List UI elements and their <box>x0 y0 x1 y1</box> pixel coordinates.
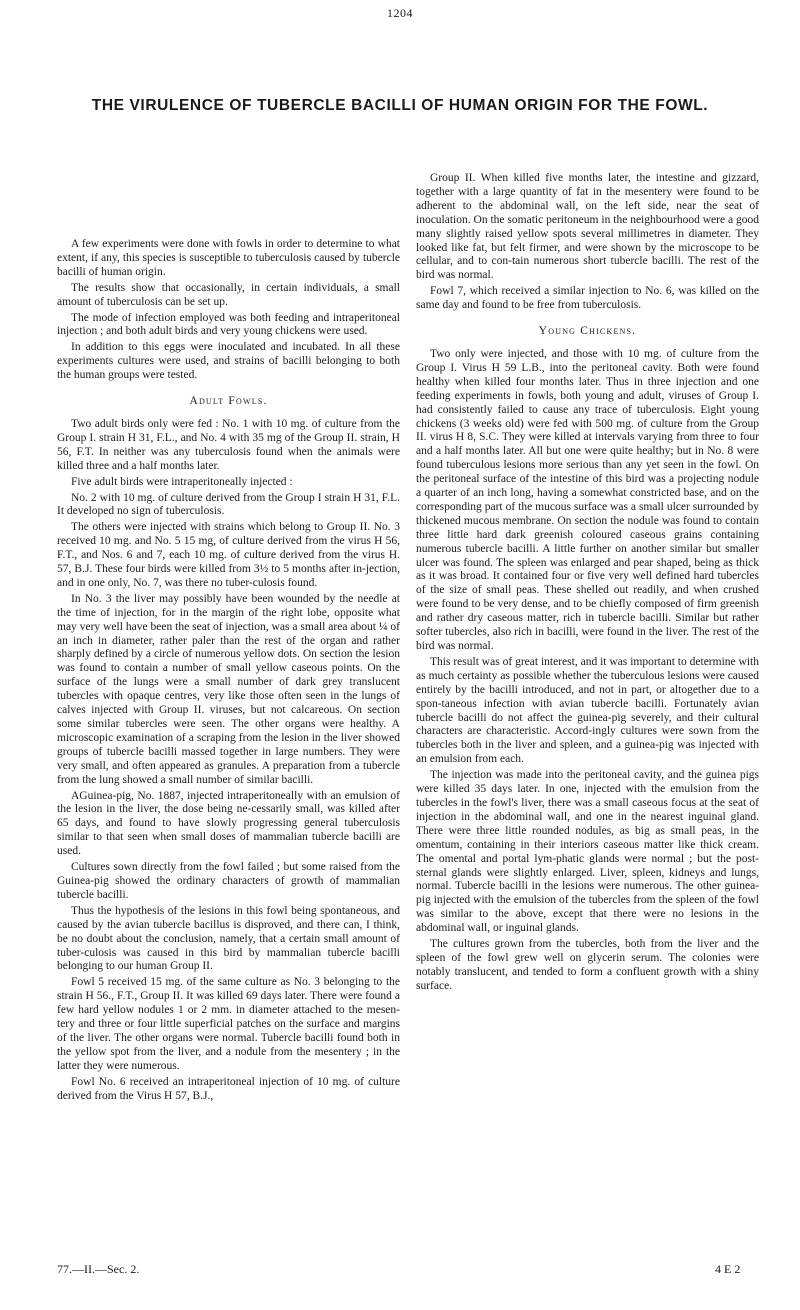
paragraph: No. 2 with 10 mg. of culture derived from the Group I strain H 31, F.L. It developed no sign of tuberculosis. <box>57 491 400 518</box>
paragraph: Fowl 7, which received a similar injection to No. 6, was killed on the same day and found to be free from tuberculosis. <box>416 285 759 312</box>
page-number: 1204 <box>387 6 413 20</box>
paragraph: Fowl 5 received 15 mg. of the same culture as No. 3 belonging to the strain H 56., F.T., Group II. It was killed 69 days later. There were found a few hard yellow nodules 1 or 2 mm. in diameter attached to the mesen-tery and three or four little superficial patches on the surface and margins of the liver. The other organs were normal. Tubercle bacilli found both in the yellow spot from the liver, and a nodule from the mesentery ; in the latter they were numerous. <box>57 976 400 1072</box>
paragraph: In addition to this eggs were inoculated and incubated. In all these experiments cultures were used, and strains of bacilli belonging to both the human groups were tested. <box>57 341 400 382</box>
paragraph: The injection was made into the peritoneal cavity, and the guinea pigs were killed 35 days later. In one, injected with the emulsion from the tubercles in the fowl's liver, there was a small caseous focus at the seat of injection in the abdominal wall, and one in the nearest inguinal gland. There were three little rounded nodules, as big as small peas, in the omentum, containing in their interiors caseous matter like thick cream. The omental and portal lym-phatic glands were normal ; but the post-sternal glands were slightly enlarged. Liver, spleen, kidneys and lungs, normal. Tubercle bacilli in the lesions were numerous. The other guinea-pig injected with the emulsion of the tubercles from the spleen of the fowl was similar to the above, except that there were no lesions in the abdominal wall, or inguinal glands. <box>416 769 759 935</box>
paragraph: Two adult birds only were fed : No. 1 with 10 mg. of culture from the Group I. strain H 31, F.L., and No. 4 with 35 mg of the Group II. strain, H 56, F.T. In neither was any tuberculosis found when the animals were killed three and a half months later. <box>57 417 400 472</box>
section-heading-young-chickens: Young Chickens. <box>538 325 637 338</box>
footer-signature-mark: 77.—II.—Sec. 2. <box>57 1262 140 1276</box>
paragraph: The mode of infection employed was both feeding and intraperitoneal injection ; and both adult birds and very young chickens were used. <box>57 311 400 338</box>
paragraph: In No. 3 the liver may possibly have been wounded by the needle at the time of injection, for in the margin of the right lobe, opposite what may very well have been the seat of injection, was a small area about ¼ of an inch in diameter, rather paler than the rest of the organ and rather sharply defined by a circle of numerous yellow dots. On section the lesion was found to contain a number of small yellow caseous points. On the surface of the lungs were a small number of dark grey translucent tubercles with opaque centres, very like those often seen in the lungs of calves injected with Group II. viruses, but not calcareous. On section some similar tubercles were seen. The other organs were healthy. A microscopic examination of a scraping from the lesion in the liver showed groups of tubercle bacilli massed together in large numbers. They were very small, and often appeared as granules. A preparation from a tubercle from the lung showed a small number of similar bacilli. <box>57 592 400 786</box>
page-title: THE VIRULENCE OF TUBERCLE BACILLI OF HUMAN ORIGIN FOR THE FOWL. <box>91 97 709 114</box>
paragraph: Fowl No. 6 received an intraperitoneal injection of 10 mg. of culture derived from the Virus H 57, B.J., <box>57 1075 400 1102</box>
paragraph: Two only were injected, and those with 10 mg. of culture from the Group I. Virus H 59 L.B., into the peritoneal cavity. Both were found healthy when killed four months later. Thus in three injection and one feeding experiments in fowls, both young and adult, viruses of Group I. had consistently failed to cause any trace of tuberculosis. Eight young chickens (3 weeks old) were fed with 500 mg. of culture from the Group II. virus H 8, S.C. They were killed at intervals varying from three to four and a half months later. All but one were quite healthy; but in No. 8 were found tuberculous lesions more serious than any yet seen in the fowl. On the peritoneal surface of the intestine of this bird was a projecting nodule a quarter of an inch long, having a somewhat constricted base, and on the corresponding part of the mucous surface was a small ulcer surrounded by thickened mucous membrane. On section the nodule was found to contain three little hard dark greenish coloured caseous grains containing numerous tubercle bacilli. A little further on another similar but smaller ulcer was found. The spleen was enlarged and pear shaped, being as thick as it was broad. It contained four or five very well defined hard tubercles of the size of small peas. These shelled out readily, and when crushed were found to be very dense, and to be chiefly composed of firm greenish and rather dry caseous matter, rich in tubercle bacilli. Similar but rather softer tubercles, also rich in bacilli, were found in the liver. The rest of the bird was normal. <box>416 347 759 652</box>
paragraph: The results show that occasionally, in certain individuals, a small amount of tuberculosis can be set up. <box>57 281 400 308</box>
footer-sheet-mark: 4 E 2 <box>715 1262 741 1276</box>
paragraph: This result was of great interest, and it was important to determine with as much certainty as possible whether the tuberculous lesions were caused entirely by the bacilli introduced, and not in part, or altogether due to a spon-taneous infection with avian tubercle bacilli. Fortunately avian tubercle bacilli do not affect the guinea-pig severely, and their cultural characters are characteristic. Accord-ingly cultures were sown from the tubercles both in the liver and spleen, and a guinea-pig was injected with an emulsion from each. <box>416 655 759 766</box>
paragraph: Five adult birds were intraperitoneally injected : <box>71 475 293 488</box>
paragraph: A few experiments were done with fowls in order to determine to what extent, if any, this species is susceptible to tuberculosis caused by tubercle bacilli of human origin. <box>57 238 400 278</box>
section-heading-adult-fowls: Adult Fowls. <box>189 395 268 408</box>
left-column <box>57 238 400 1105</box>
paragraph: The cultures grown from the tubercles, both from the liver and the spleen of the fowl grew well on glycerin serum. The colonies were notably translucent, and tended to form a confluent growth with a shiny surface. <box>416 938 759 992</box>
paragraph: Cultures sown directly from the fowl failed ; but some raised from the Guinea-pig showed the ordinary characters of growth of mammalian tubercle bacilli. <box>57 861 400 901</box>
paragraph: AGuinea-pig, No. 1887, injected intraperitoneally with an emulsion of the lesion in the liver, the dose being ne-cessarily small, was killed after 65 days, and found to have slowly progressing general tuberculosis similar to that seen when small doses of mammalian tubercle bacilli are used. <box>57 789 400 858</box>
paragraph: The others were injected with strains which belong to Group II. No. 3 received 10 mg. and No. 5 15 mg, of culture derived from the virus H 56, F.T., and Nos. 6 and 7, each 10 mg. of culture derived from the virus H. 57, B.J. These four birds were killed from 3½ to 5 months after in-jection, and in one only, No. 7, was there no tuber-culosis found. <box>57 521 400 589</box>
paragraph: Thus the hypothesis of the lesions in this fowl being spontaneous, and caused by the avian tubercle bacillus is disproved, and there can, I think, be no doubt about the conclusion, namely, that a certain small amount of tuber-culosis was caused in this bird by mammalian tubercle bacilli belonging to our human Group II. <box>57 904 400 973</box>
paragraph: Group II. When killed five months later, the intestine and gizzard, together with a large quantity of fat in the mesentery were found to be adherent to the abdominal wall, on the left side, near the seat of inoculation. On the somatic peritoneum in the neighbourhood were a good many slightly raised yellow spots several millimetres in diameter. They looked like fat, but felt firmer, and were shown by the microscope to be cellular, and to con-tain numerous short tubercle bacilli. The rest of the bird was normal. <box>416 172 759 282</box>
right-column <box>416 172 759 996</box>
